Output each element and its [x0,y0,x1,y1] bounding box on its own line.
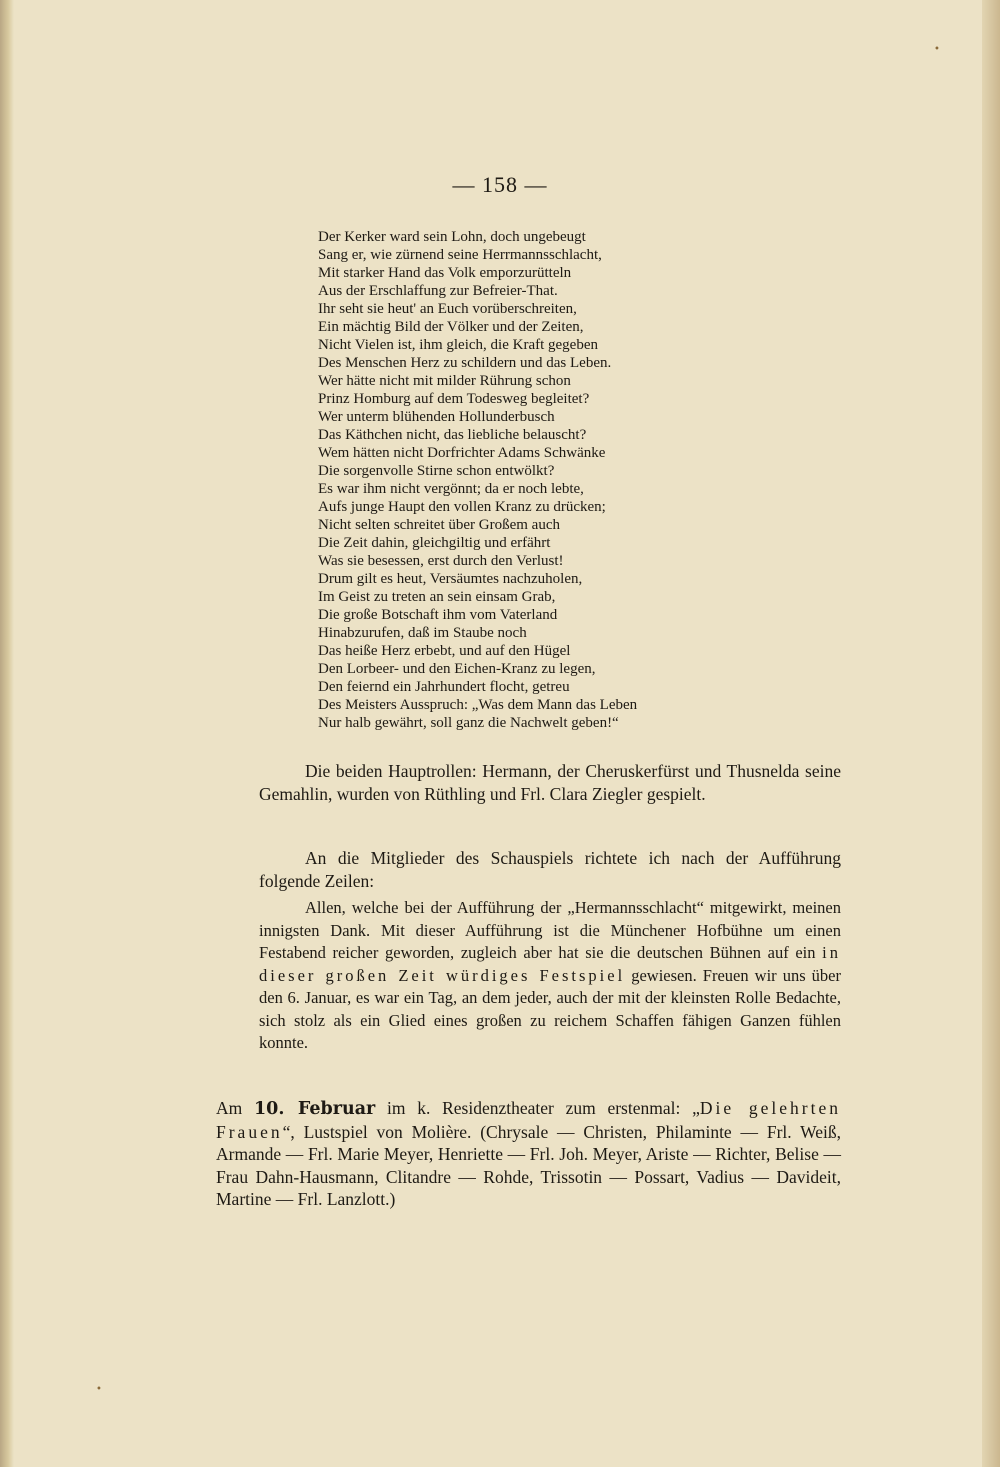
paragraph-letter-intro: An die Mitglieder des Schauspiels richtete ich nach der Aufführung folgende Zeilen: [259,848,841,891]
page-number: — 158 — [452,172,548,197]
paragraph-letter [259,897,841,1055]
letter-text: Allen, welche bei der Aufführung der „Hermannsschlacht“ mitgewirkt, meinen innigsten Dank. Mit dieser Aufführung ist die Münchener Hofbühne um einen Festabend reicher geworden, zugleich aber hat sie die deutschen Bühnen auf ein [259,898,841,962]
poem-line: Prinz Homburg auf dem Todesweg begleitet? [318,391,590,407]
poem-line: Nicht Vielen ist, ihm gleich, die Kraft gegeben [318,337,598,353]
poem-line: Hinabzurufen, daß im Staube noch [318,625,527,641]
poem-line: Das heiße Herz erbebt, und auf den Hügel [318,643,571,659]
poem-line: Drum gilt es heut, Versäumtes nachzuholen, [318,571,583,587]
poem-line: Aufs junge Haupt den vollen Kranz zu drücken; [318,499,606,515]
poem-line: Sang er, wie zürnend seine Herrmannsschlacht, [318,247,602,263]
paragraph-roles: Die beiden Hauptrollen: Hermann, der Cheruskerfürst und Thusnelda seine Gemahlin, wurden von Rüthling und Frl. Clara Ziegler gespielt. [259,761,841,804]
poem-line: Den Lorbeer- und den Eichen-Kranz zu legen, [318,661,596,677]
poem-line: Der Kerker ward sein Lohn, doch ungebeugt [318,229,586,245]
poem-line: Den feiernd ein Jahrhundert flocht, getreu [318,679,570,695]
page-gutter [0,0,14,1467]
poem-line: Mit starker Hand das Volk emporzurütteln [318,265,572,281]
poem-line: Es war ihm nicht vergönnt; da er noch lebte, [318,481,584,497]
letter-emphasis: in dieser großen Zeit würdiges Festspiel [259,943,841,985]
poem-line: Nicht selten schreitet über Großem auch [318,517,560,533]
poem-line: Die Zeit dahin, gleichgiltig und erfährt [318,535,551,551]
poem-line: Wem hätten nicht Dorfrichter Adams Schwänke [318,445,606,461]
entry-cast: “, Lustspiel von Molière. (Chrysale — Christen, Philaminte — Frl. Weiß, Armande — Frl. Marie Meyer, Henriette — Frl. Joh. Meyer, Ariste — Richter, Belise — Frau Dahn-Hausmann, Clitandre — Rohde, Trissotin — Possart, Vadius — Davideit, Martine — Frl. Lanzlott.) [216,1121,841,1209]
poem-line: Was sie besessen, erst durch den Verlust! [318,553,564,569]
entry-text: im k. Residenztheater zum erstenmal: „ [375,1098,700,1118]
poem-line: Ihr seht sie heut' an Euch vorüberschreiten, [318,301,577,317]
letter-text: gewiesen. Freuen wir uns über den 6. Januar, es war ein Tag, an dem jeder, auch der mit der kleinsten Rolle Bedachte, sich stolz als ein Glied eines großen zu reichem Schaffen fähigen Ganzen fühlen konnte. [259,965,841,1052]
paragraph-february-entry [216,1097,841,1211]
paper-speck: • [96,1384,102,1395]
poem-line: Nur halb gewährt, soll ganz die Nachwelt geben!“ [318,715,619,731]
poem-line: Wer unterm blühenden Hollunderbusch [318,409,555,425]
entry-date: 10. Februar [254,1099,376,1119]
play-title: Die gelehrten Frauen [216,1098,841,1142]
page-edge [982,0,1000,1467]
poem-line: Das Käthchen nicht, das liebliche belauscht? [318,427,587,443]
poem-block [318,228,778,732]
poem-line: Ein mächtig Bild der Völker und der Zeiten, [318,319,584,335]
poem-line: Die sorgenvolle Stirne schon entwölkt? [318,463,555,479]
paper-speck: • [934,44,940,55]
poem-line: Des Meisters Ausspruch: „Was dem Mann das Leben [318,697,638,713]
poem-line: Im Geist zu treten an sein einsam Grab, [318,589,556,605]
poem-line: Wer hätte nicht mit milder Rührung schon [318,373,571,389]
poem-line: Aus der Erschlaffung zur Befreier-That. [318,283,558,299]
entry-lead: Am [216,1098,254,1118]
poem-line: Die große Botschaft ihm vom Vaterland [318,607,558,623]
poem-line: Des Menschen Herz zu schildern und das Leben. [318,355,612,371]
